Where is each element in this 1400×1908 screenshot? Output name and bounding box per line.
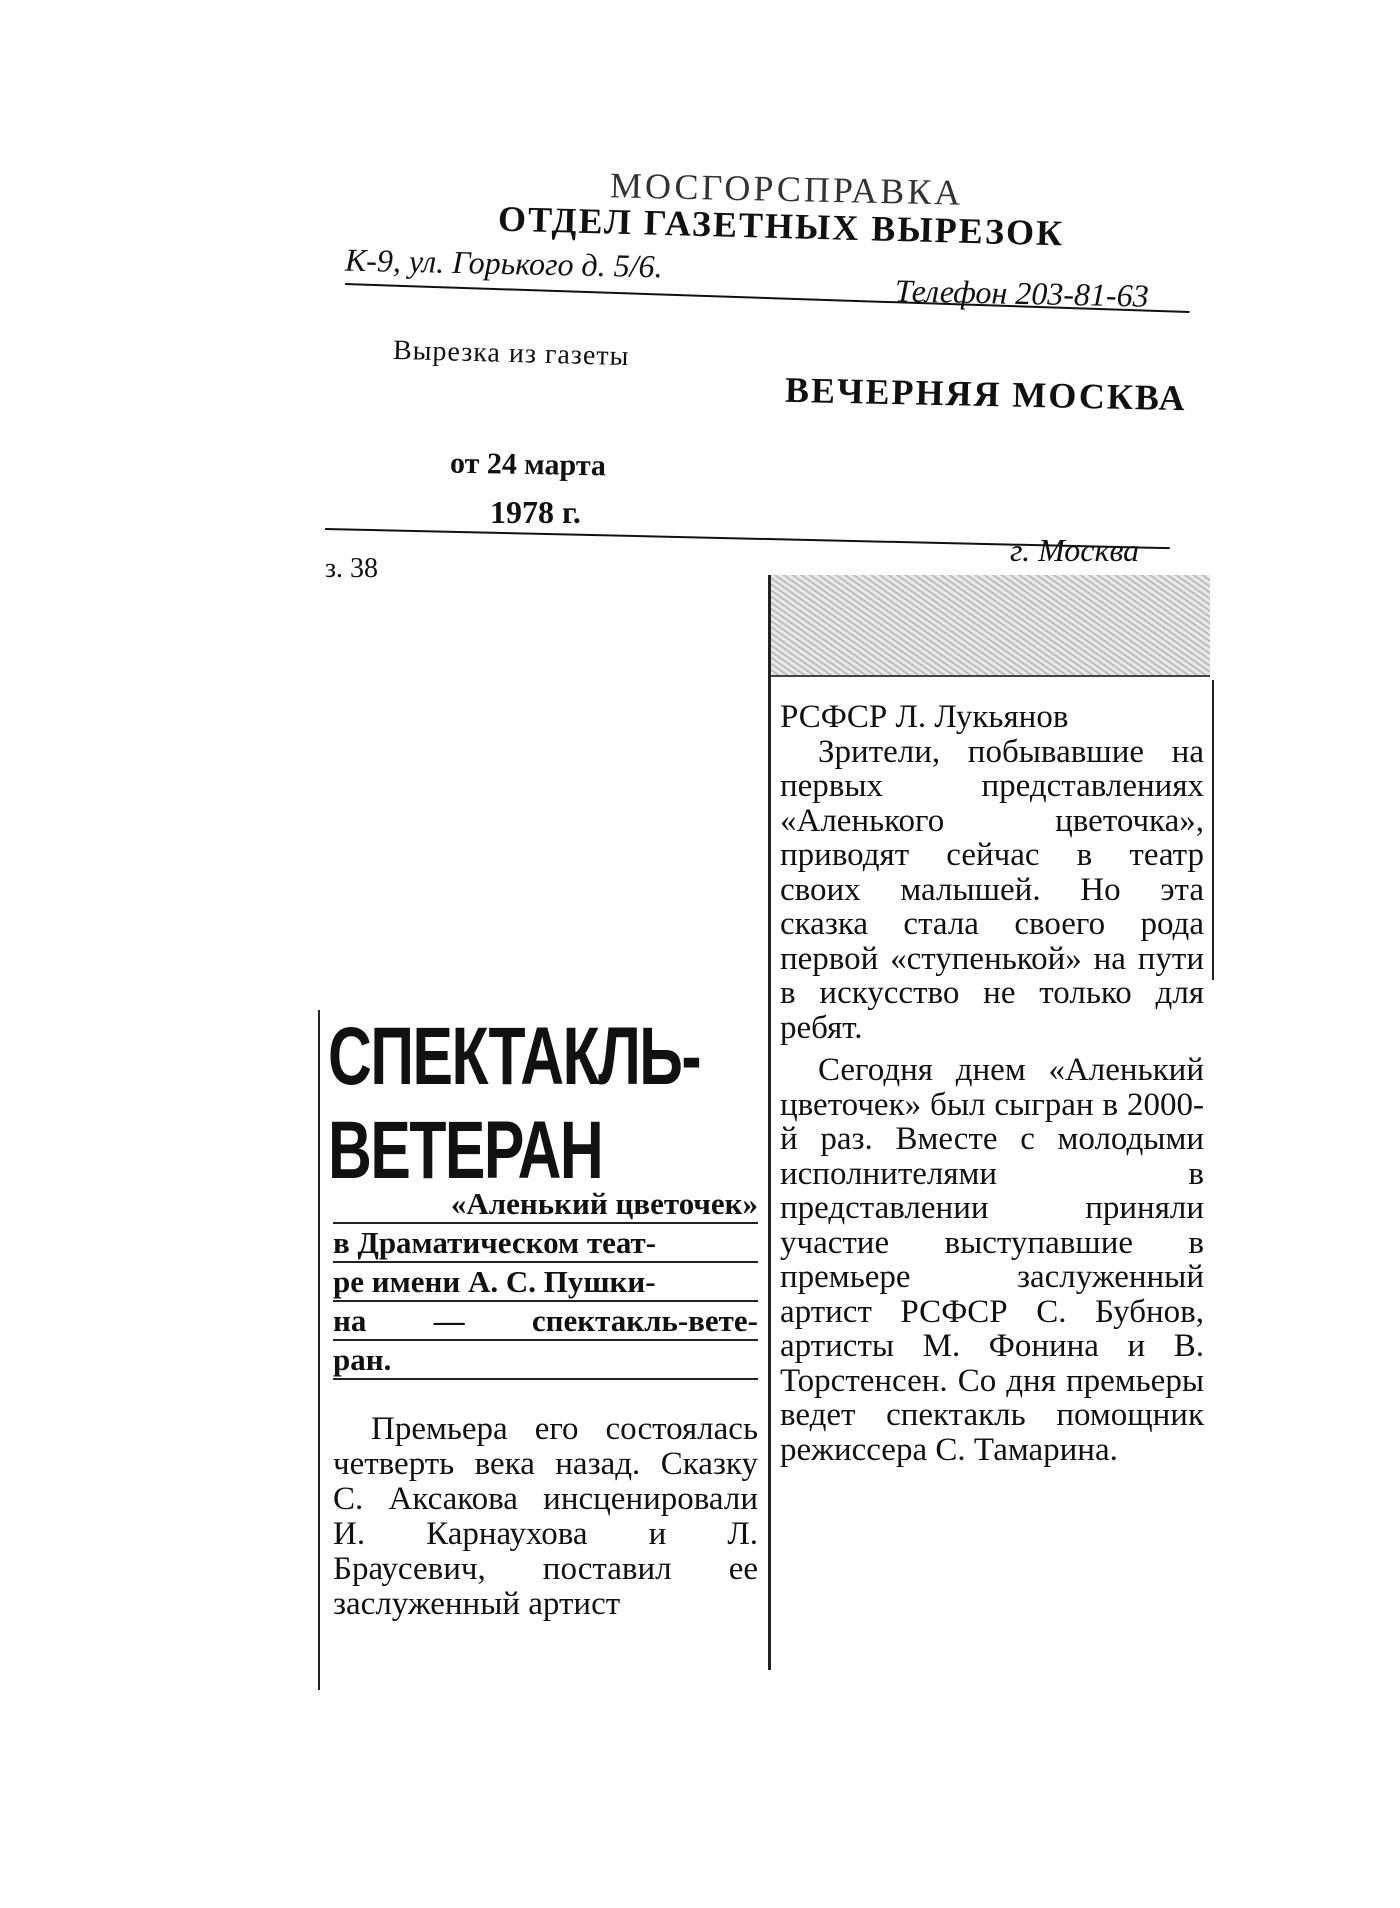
lead-line: в Драматическом теат-	[333, 1224, 758, 1263]
clipping-year: 1978 г.	[490, 494, 581, 530]
department-name: ОТДЕЛ ГАЗЕТНЫХ ВЫРЕЗОК	[497, 198, 1065, 254]
lead-line: ре имени А. С. Пушки-	[333, 1263, 758, 1302]
photo-fragment	[768, 575, 1210, 677]
paragraph-premiere: Премьера его состоялась четверть века назад. Сказку С. Аксакова инсценировали И. Карнаухова и Л. Браусевич, поставил ее заслуженный артист	[333, 1411, 758, 1622]
paragraph-viewers: Зрители, побывавшие на первых представлениях «Аленького цветочка», приводят сейчас в театр своих малышей. Но эта сказка стала своего рода первой «ступенькой» на пути в искусство не только для ребят.	[780, 733, 1204, 1046]
agency-address: К-9, ул. Горького д. 5/6.	[344, 241, 663, 285]
lead-line: на — спектакль-вете-	[333, 1302, 758, 1341]
article-lead	[333, 1185, 758, 1380]
article-left-column	[333, 1412, 758, 1622]
newspaper-name: ВЕЧЕРНЯЯ МОСКВА	[784, 369, 1188, 419]
agency-name: МОСГОРСПРАВКА	[609, 165, 964, 213]
city-label: г. Москва	[1010, 532, 1140, 568]
continued-text: РСФСР Л. Лукьянов	[780, 699, 1069, 735]
lead-line: «Аленький цветочек»	[333, 1185, 758, 1224]
lead-line: ран.	[333, 1341, 758, 1380]
order-number: з. 38	[325, 553, 379, 584]
headline-line-1: СПЕКТАКЛЬ-	[328, 1011, 701, 1102]
paragraph-today: Сегодня днем «Аленький цветочек» был сыгран в 2000-й раз. Вместе с молодыми исполнителями в представлении приняли участие выступавшие в премьере заслуженный артист РСФСР С. Бубнов, артисты М. Фонина и В. Торстенсен. Со дня премьеры ведет спектакль помощник режиссера С. Тамарина.	[780, 1052, 1204, 1468]
clipping-label: Вырезка из газеты	[392, 334, 630, 373]
article-right-column	[780, 700, 1204, 1467]
column-rule-center	[768, 575, 771, 1670]
headline-line-2: ВЕТЕРАН	[328, 1105, 603, 1196]
column-rule-left	[318, 1010, 320, 1690]
column-rule-right	[1212, 680, 1214, 980]
agency-phone: Телефон 203-81-63	[894, 272, 1150, 314]
clipping-date: от 24 марта	[449, 446, 607, 483]
article-headline	[328, 1010, 701, 1198]
